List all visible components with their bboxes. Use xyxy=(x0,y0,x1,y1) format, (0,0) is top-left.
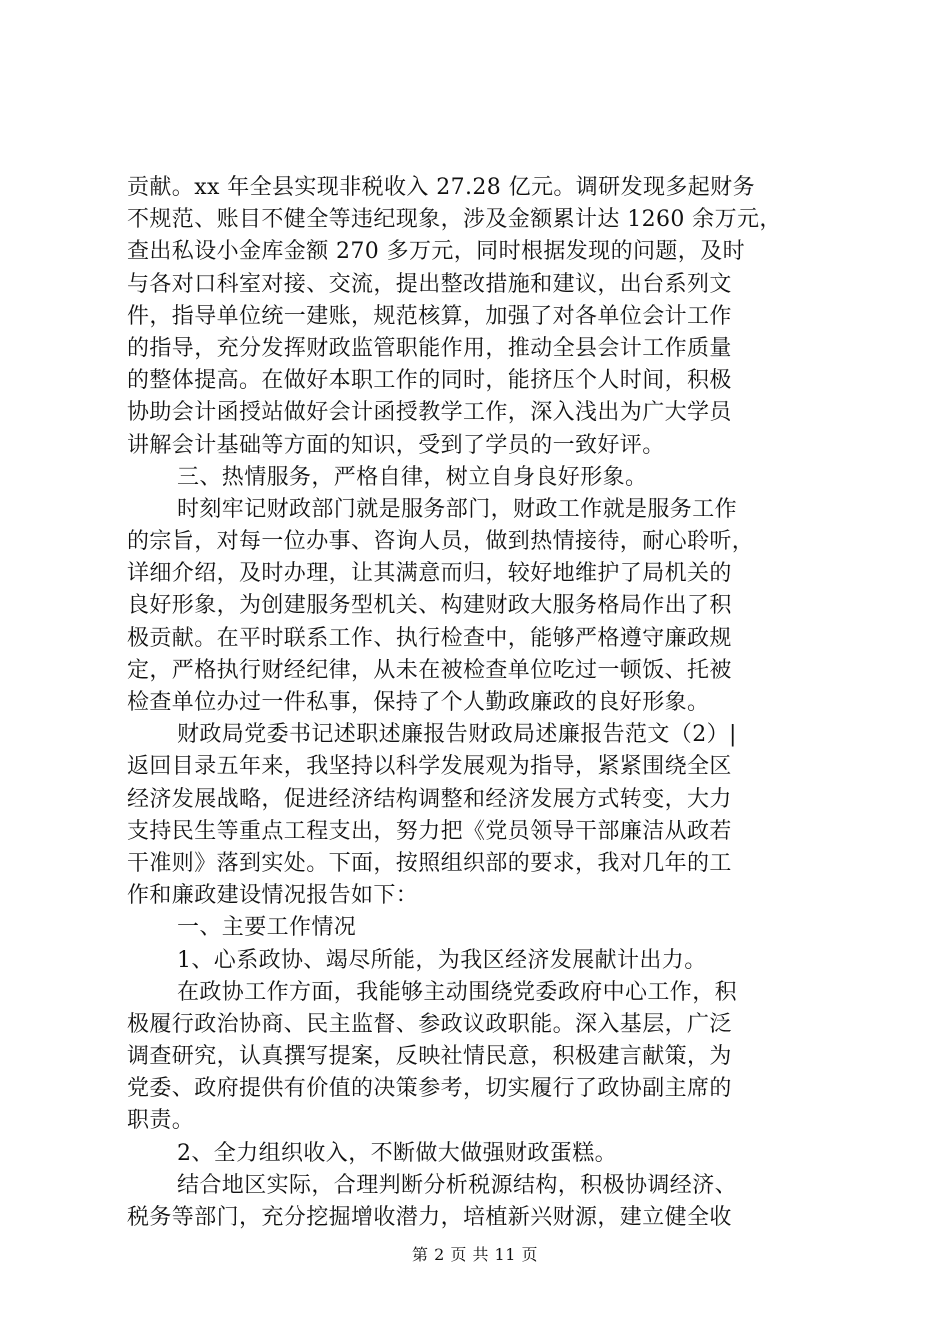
text-line: 干准则》落到实处。下面，按照组织部的要求，我对几年的工 xyxy=(127,850,732,876)
text-line: 时刻牢记财政部门就是服务部门，财政工作就是服务工作 xyxy=(177,496,738,522)
text-line: 检查单位办过一件私事，保持了个人勤政廉政的良好形象。 xyxy=(127,690,710,715)
text-line: 详细介绍，及时办理，让其满意而归，较好地维护了局机关的 xyxy=(127,561,732,587)
text-line: 支持民生等重点工程支出，努力把《党员领导干部廉洁从政若 xyxy=(127,818,732,844)
text-line: 的指导，充分发挥财政监管职能作用，推动全县会计工作质量 xyxy=(127,335,732,361)
text-line: 返回目录五年来，我坚持以科学发展观为指导，紧紧围绕全区 xyxy=(127,754,732,780)
text-line: 调查研究，认真撰写提案，反映社情民意，积极建言献策，为 xyxy=(127,1044,732,1070)
text-line: 2、全力组织收入，不断做大做强财政蛋糕。 xyxy=(177,1140,617,1166)
text-line: 职责。 xyxy=(127,1108,195,1134)
text-line: 贡献。xx 年全县实现非税收入 27.28 亿元。调研发现多起财务 xyxy=(127,175,755,200)
text-line: 1、心系政协、竭尽所能，为我区经济发展献计出力。 xyxy=(177,947,707,973)
text-line: 协助会计函授站做好会计函授教学工作，深入浅出为广大学员 xyxy=(127,400,732,426)
text-line: 不规范、账目不健全等违纪现象，涉及金额累计达 1260 余万元， xyxy=(127,207,782,233)
text-line: 良好形象，为创建服务型机关、构建财政大服务格局作出了积 xyxy=(127,593,732,619)
page-footer: 第 2 页 共 11 页 xyxy=(412,1245,538,1264)
text-line: 结合地区实际，合理判断分析税源结构，积极协调经济、 xyxy=(177,1172,738,1198)
text-line: 件，指导单位统一建账，规范核算，加强了对各单位会计工作 xyxy=(127,303,732,329)
text-line: 经济发展战略，促进经济结构调整和经济发展方式转变，大力 xyxy=(127,786,732,812)
text-line: 定，严格执行财经纪律，从未在被检查单位吃过一顿饭、托被 xyxy=(127,657,732,683)
text-line: 在政协工作方面，我能够主动围绕党委政府中心工作，积 xyxy=(177,979,738,1005)
document-body xyxy=(127,172,832,1234)
text-line: 作和廉政建设情况报告如下： xyxy=(127,883,419,909)
text-line: 三、热情服务，严格自律，树立自身良好形象。 xyxy=(177,464,648,490)
text-line: 讲解会计基础等方面的知识，受到了学员的一致好评。 xyxy=(127,432,665,458)
text-line: 的宗旨，对每一位办事、咨询人员，做到热情接待，耐心聆听， xyxy=(127,529,755,555)
text-line: 查出私设小金库金额 270 多万元，同时根据发现的问题，及时 xyxy=(127,239,745,265)
text-line: 极贡献。在平时联系工作、执行检查中，能够严格遵守廉政规 xyxy=(127,625,732,651)
text-line: 极履行政治协商、民主监督、参政议政职能。深入基层，广泛 xyxy=(127,1011,732,1037)
text-line: 一、主要工作情况 xyxy=(177,915,357,941)
text-line: 与各对口科室对接、交流，提出整改措施和建议，出台系列文 xyxy=(127,271,732,297)
text-line: 财政局党委书记述职述廉报告财政局述廉报告范文（2）| xyxy=(177,722,737,748)
text-line: 税务等部门，充分挖掘增收潜力，培植新兴财源，建立健全收 xyxy=(127,1205,732,1230)
text-line: 的整体提高。在做好本职工作的同时，能挤压个人时间，积极 xyxy=(127,368,732,394)
text-line: 党委、政府提供有价值的决策参考，切实履行了政协副主席的 xyxy=(127,1076,732,1102)
